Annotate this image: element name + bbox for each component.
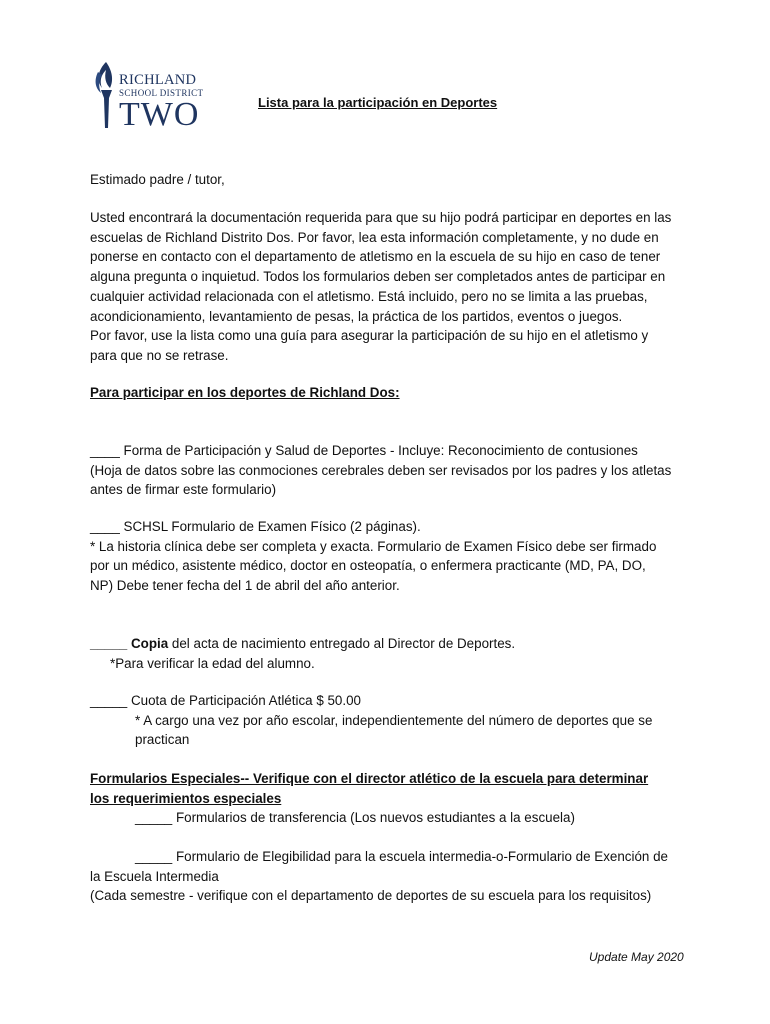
section-heading-line: los requerimientos especiales: [90, 790, 282, 806]
intro-line: alguna pregunta o inquietud. Todos los formularios deben ser completados antes de participar en: [90, 269, 666, 285]
checklist-blank: _____: [90, 693, 128, 708]
checklist-item-note: *Para verificar la edad del alumno.: [110, 655, 315, 671]
checklist-item-line: (Hoja de datos sobre las conmociones cerebrales deben ser revisados por los padres y los atletas: [90, 462, 672, 478]
checklist-item-text: del acta de nacimiento entregado al Director de Deportes.: [168, 636, 516, 651]
checklist-blank: ____: [90, 519, 120, 534]
checklist-item-note: * A cargo una vez por año escolar, independientemente del número de deportes que se: [135, 712, 653, 728]
checklist-item-line: NP) Debe tener fecha del 1 de abril del año anterior.: [90, 578, 400, 594]
intro-line: para que no se retrase.: [90, 347, 229, 363]
logo-two-text: TWO: [119, 96, 200, 133]
checklist-item-text: Formularios de transferencia (Los nuevos estudiantes a la escuela): [172, 810, 575, 825]
checklist-item-health-form: [90, 441, 671, 500]
checklist-item-fee: [90, 691, 652, 750]
torch-flame-icon: [92, 60, 122, 130]
checklist-item-birth-certificate: [90, 634, 515, 673]
page-title: Lista para la participación en Deportes: [258, 95, 498, 110]
checklist-blank: _____: [135, 810, 173, 825]
section-heading-participation: Para participar en los deportes de Richland Dos:: [90, 385, 400, 400]
checklist-item-line: la Escuela Intermedia: [90, 868, 219, 884]
section-heading-special-forms: [90, 769, 648, 808]
intro-line: ponerse en contacto con el departamento de atletismo en la escuela de su hijo en caso de tener: [90, 249, 661, 265]
checklist-item-transfer: [135, 808, 575, 828]
checklist-item-note: practican: [135, 732, 190, 748]
checklist-item-line: * La historia clínica debe ser completa y exacta. Formulario de Examen Físico debe ser firmado: [90, 538, 657, 554]
intro-line: Usted encontrará la documentación requerida para que su hijo podrá participar en deportes en las: [90, 210, 672, 225]
checklist-item-text: Forma de Participación y Salud de Deportes - Incluye: Reconocimiento de contusiones: [119, 443, 638, 458]
checklist-blank: _____: [135, 849, 173, 864]
intro-line: Por favor, use la lista como una guía para asegurar la participación de su hijo en el atletismo y: [90, 328, 649, 344]
checklist-item-physical-exam: [90, 517, 656, 596]
intro-line: acondicionamiento, levantamiento de pesas, la práctica de los partidos, eventos o juegos.: [90, 308, 623, 324]
checklist-item-eligibility: [90, 847, 668, 906]
logo-richland-text: RICHLAND: [119, 72, 197, 88]
logo-school-district-text: SCHOOL DISTRICT: [119, 88, 204, 98]
intro-line: cualquier actividad relacionada con el atletismo. Está incluido, pero no se limita a las pruebas,: [90, 288, 648, 304]
checklist-item-text: SCHSL Formulario de Examen Físico (2 páginas).: [119, 519, 421, 534]
update-date: Update May 2020: [589, 950, 684, 964]
intro-paragraph: [90, 208, 671, 366]
checklist-blank: ____: [90, 443, 120, 458]
checklist-item-text: Formulario de Elegibilidad para la escuela intermedia-o-Formulario de Exención de: [172, 849, 668, 864]
checklist-item-text: Cuota de Participación Atlética $ 50.00: [127, 693, 361, 708]
intro-line: escuelas de Richland Distrito Dos. Por favor, lea esta información completamente, y no dude en: [90, 229, 659, 245]
checklist-item-line: antes de firmar este formulario): [90, 482, 277, 498]
section-heading-line: Formularios Especiales-- Verifique con el director atlético de la escuela para determinar: [90, 771, 649, 786]
checklist-item-line: (Cada semestre - verifique con el departamento de deportes de su escuela para los requisitos): [90, 888, 652, 904]
checklist-item-line: por un médico, asistente médico, doctor en osteopatía, o enfermera practicante (MD, PA, DO,: [90, 558, 646, 574]
greeting: Estimado padre / tutor,: [90, 172, 225, 187]
district-logo: [92, 60, 214, 133]
checklist-blank: _____: [90, 636, 128, 651]
checklist-item-bold: Copia: [130, 636, 169, 651]
